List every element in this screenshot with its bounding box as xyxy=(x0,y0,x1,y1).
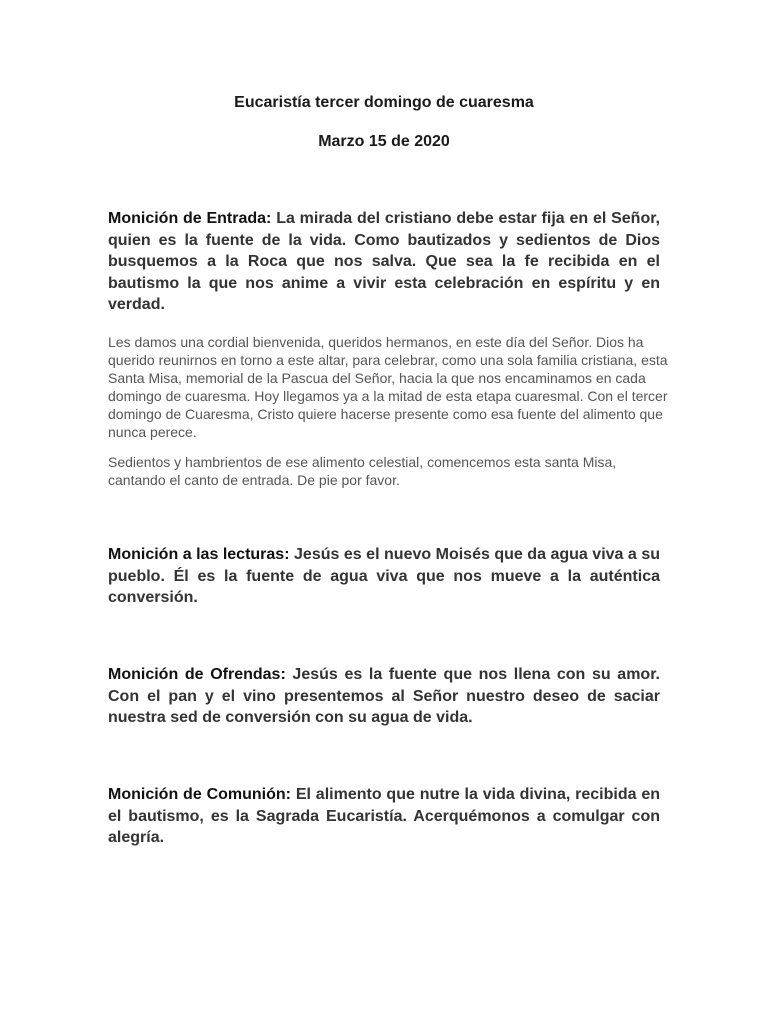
monicion-entrada-label: Monición de Entrada: xyxy=(108,210,272,227)
canto-entrada-paragraph: Sedientos y hambrientos de ese alimento celestial, comencemos esta santa Misa, cantando el canto de entrada. De pie por favor. xyxy=(108,454,617,488)
monicion-ofrendas-text: Jesús es la fuente que nos llena con su amor. Con el pan y el vino presentemos al Señor nuestro deseo de saciar nuestra sed de conversión con su agua de vida. xyxy=(108,666,660,726)
monicion-entrada-text: La mirada del cristiano debe estar fija en el Señor, quien es la fuente de la vida. Como bautizados y sedientos de Dios busquemos a la Roca que nos salva. Que sea la fe recibida en el bautismo la que nos anime a vivir esta celebración en espíritu y en verdad. xyxy=(108,210,660,313)
bienvenida-paragraph: Les damos una cordial bienvenida, queridos hermanos, en este día del Señor. Dios ha querido reunirnos en torno a este altar, para celebrar, como una sola familia cristiana, esta Santa Misa, memorial de la Pascua del Señor, hacia la que nos encaminamos en cada domingo de cuaresma. Hoy llegamos ya a la mitad de esta etapa cuaresmal. Con el tercer domingo de Cuaresma, Cristo quiere hacerse presente como esa fuente del alimento que nunca perece. xyxy=(108,334,668,440)
monicion-entrada xyxy=(108,208,660,316)
monicion-comunion xyxy=(108,784,660,849)
monicion-ofrendas-label: Monición de Ofrendas: xyxy=(108,666,286,683)
monicion-comunion-label: Monición de Comunión: xyxy=(108,786,291,803)
monicion-lecturas-label: Monición a las lecturas: xyxy=(108,546,290,563)
document-title: Eucaristía tercer domingo de cuaresma xyxy=(234,94,534,111)
monicion-ofrendas xyxy=(108,664,660,729)
monicion-lecturas-text: Jesús es el nuevo Moisés que da agua viva a su pueblo. Él es la fuente de agua viva que nos mueve a la auténtica conversión. xyxy=(108,546,660,606)
monicion-comunion-text: El alimento que nutre la vida divina, recibida en el bautismo, es la Sagrada Eucaristía. Acerquémonos a comulgar con alegría. xyxy=(108,786,660,846)
monicion-lecturas xyxy=(108,544,660,609)
document-date: Marzo 15 de 2020 xyxy=(318,133,450,150)
